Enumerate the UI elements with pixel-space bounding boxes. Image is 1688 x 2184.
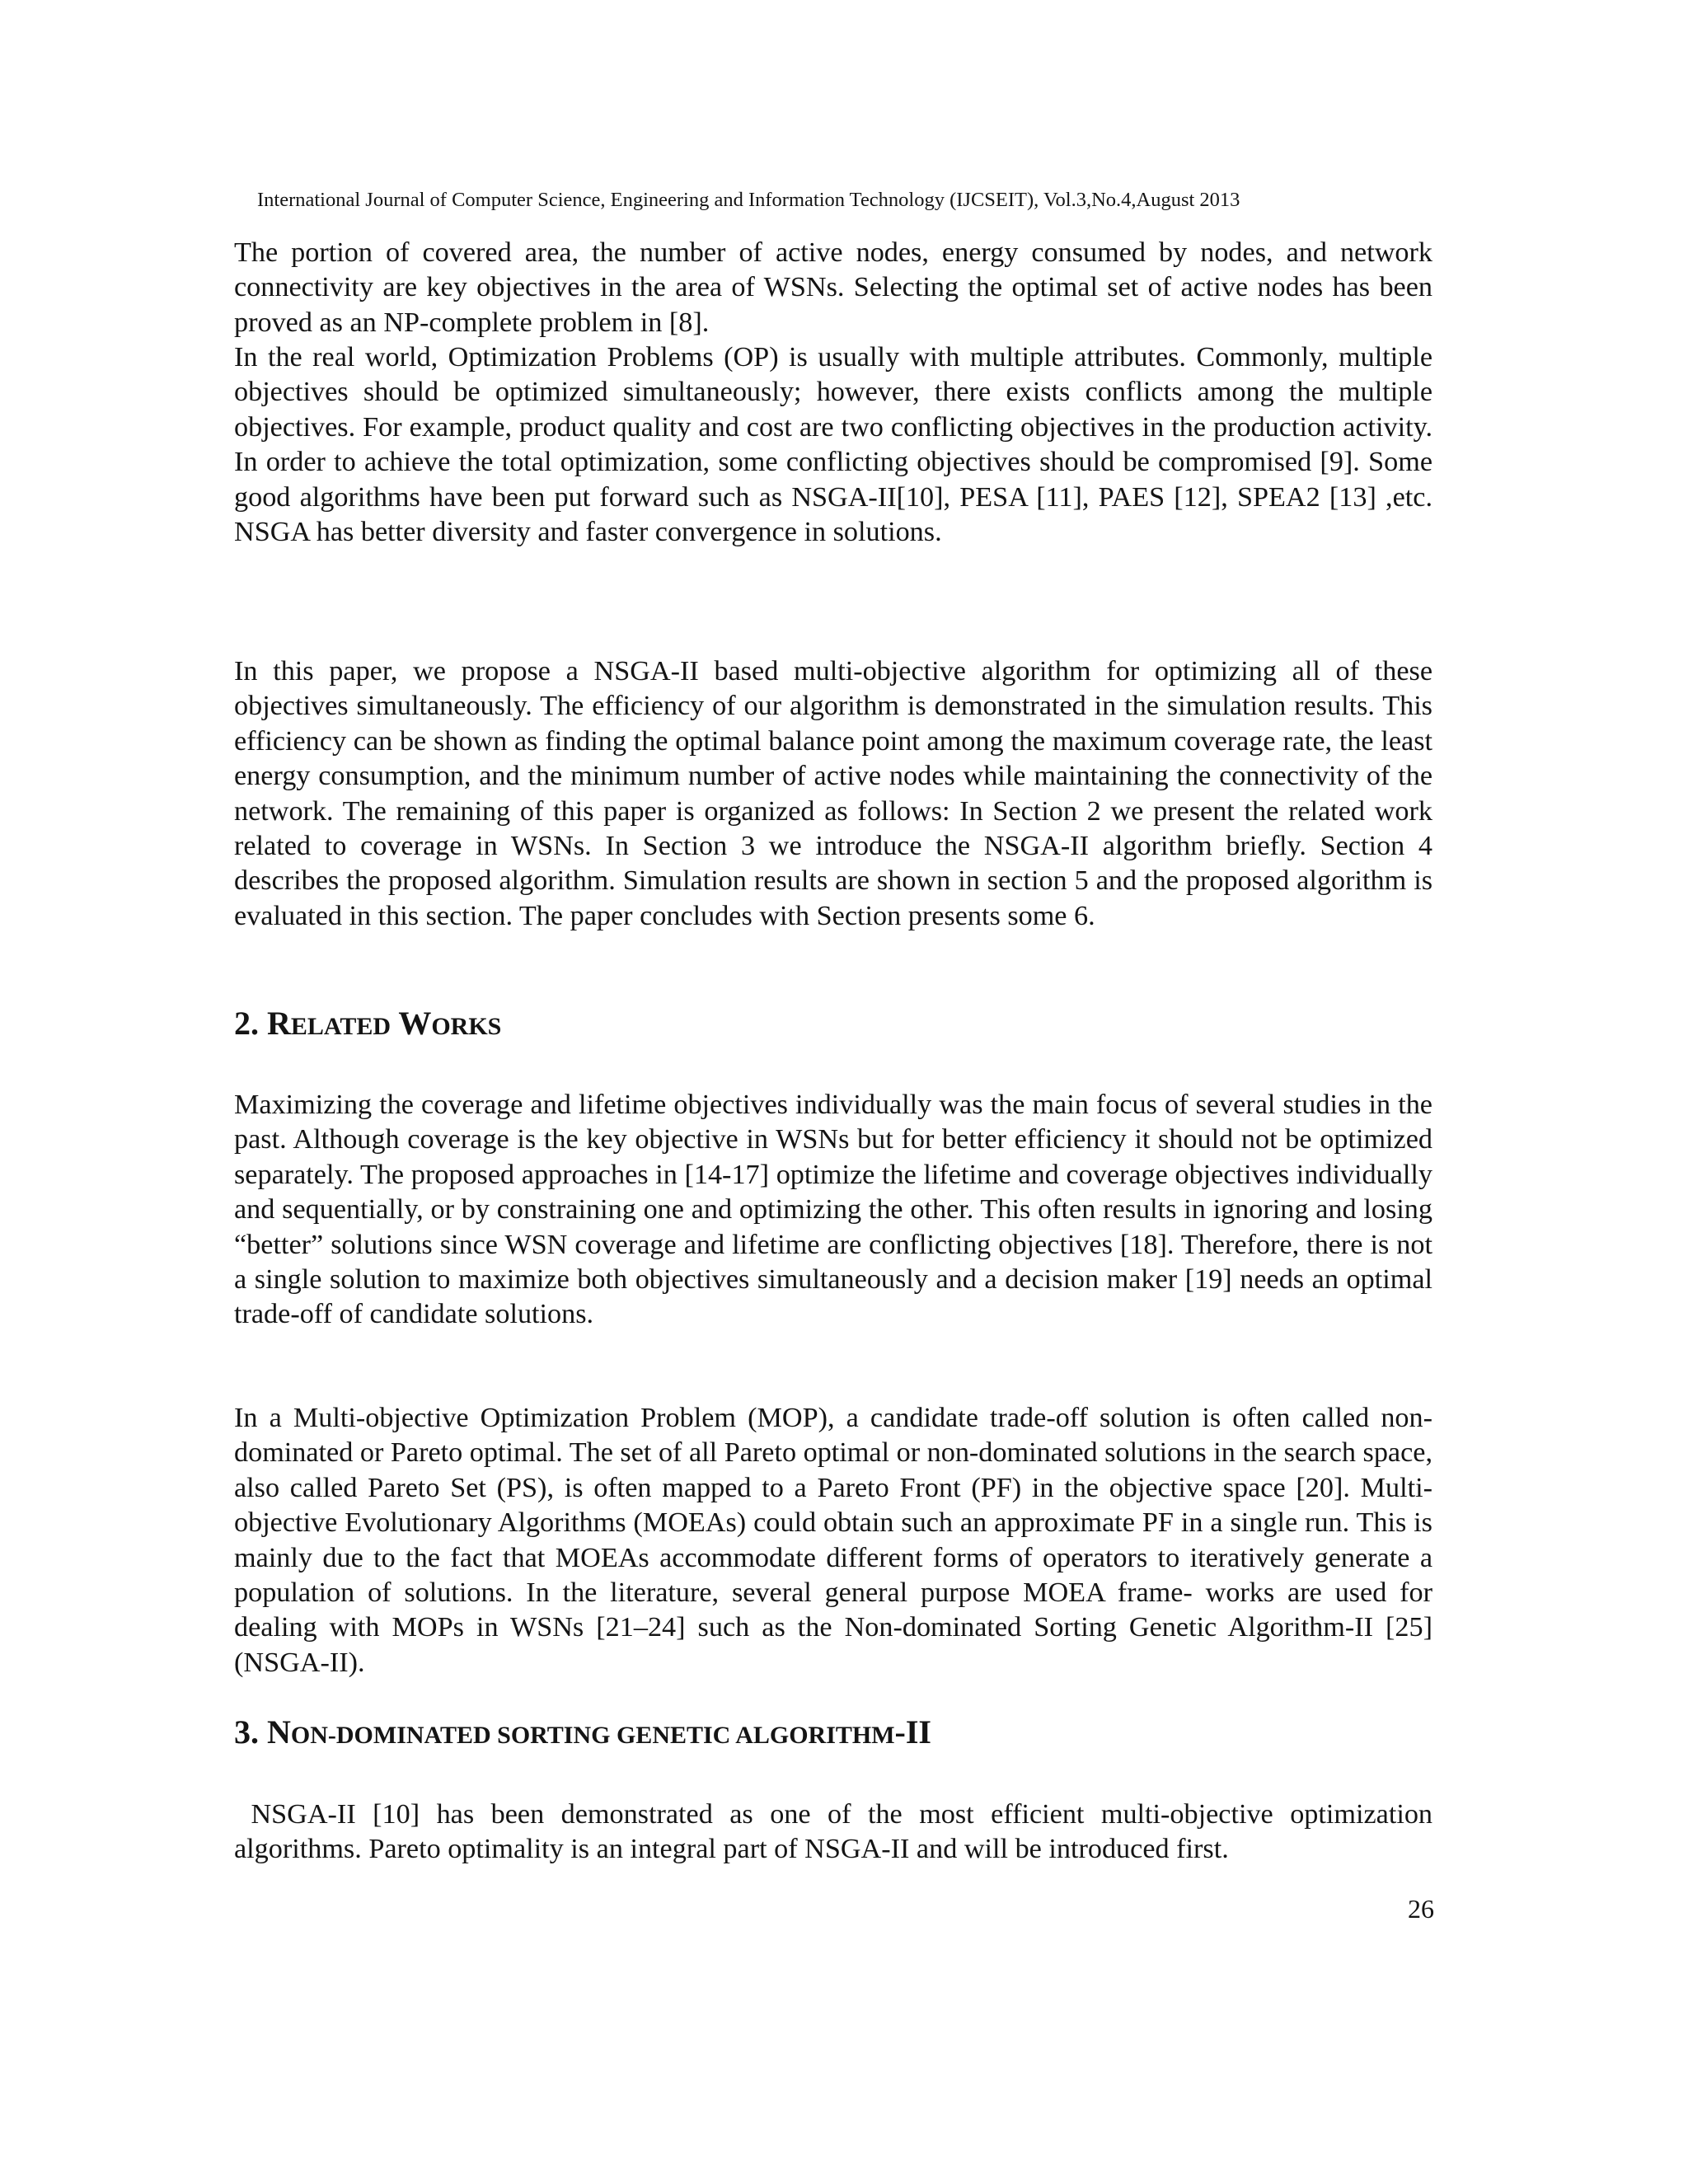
section-number: 2. [234, 1005, 267, 1042]
section-title-smallcaps: ELATED [290, 1013, 392, 1040]
paragraph-text: In this paper, we propose a NSGA-II based multi-objective algorithm for optimizing all of these objectives simultaneously. The efficiency of our algorithm is demonstrated in the simulation results. This efficiency can be shown as finding the optimal balance point among the maximum coverage rate, the least energy consumption, and the minimum number of active nodes while maintaining the connectivity of the network. The remaining of this paper is organized as follows: In Section 2 we present the related work related to coverage in WSNs. In Section 3 we introduce the NSGA-II algorithm briefly. Section 4 describes the proposed algorithm. Simulation results are shown in section 5 and the proposed algorithm is evaluated in this section. The paper concludes with Section presents some 6. [234, 656, 1432, 931]
section-title-smallcaps: ON-DOMINATED SORTING GENETIC ALGORITHM [290, 1722, 895, 1749]
paragraph-text: The portion of covered area, the number of active nodes, energy consumed by nodes, and network connectivity are key objectives in the area of WSNs. Selecting the optimal set of active nodes has been proved as an NP-complete problem in [8]. [234, 237, 1432, 338]
paragraph-proposal-overview [234, 654, 1432, 934]
paragraph-text: Maximizing the coverage and lifetime objectives individually was the main focus of several studies in the past. Although coverage is the key objective in WSNs but for better efficiency it should not be optimized separately. The proposed approaches in [14-17] optimize the lifetime and coverage objectives individually and sequentially, or by constraining one and optimizing the other. This often results in ignoring and losing “better” solutions since WSN coverage and lifetime are conflicting objectives [18]. Therefore, there is not a single solution to maximize both objectives simultaneously and a decision maker [19] needs an optimal trade-off of candidate solutions. [234, 1090, 1432, 1330]
paragraph-text: In the real world, Optimization Problems (OP) is usually with multiple attributes. Commonly, multiple objectives should be optimized simultaneously; however, there exists conflicts among the multiple objectives. For example, product quality and cost are two conflicting objectives in the production activity. In order to achieve the total optimization, some conflicting objectives should be compromised [9]. Some good algorithms have been put forward such as NSGA-II[10], PESA [11], PAES [12], SPEA2 [13] ,etc. NSGA has better diversity and faster convergence in solutions. [234, 342, 1432, 548]
page-number: 26 [1408, 1894, 1434, 1924]
section-title-smallcaps: ORKS [431, 1013, 502, 1040]
paragraph-text: NSGA-II [10] has been demonstrated as one of the most efficient multi-objective optimization algorithms. Pareto optimality is an integral part of NSGA-II and will be introduced first. [234, 1799, 1440, 1865]
section-heading-nsga-ii [234, 1712, 1432, 1756]
section-title-suffix: -II [894, 1713, 931, 1750]
section-title-initial: R [267, 1005, 291, 1042]
section-heading-related-works [234, 1003, 1432, 1047]
paragraph-intro-objectives [234, 236, 1432, 340]
paragraph-nsga-ii-intro [234, 1797, 1440, 1868]
section-number: 3. [234, 1713, 267, 1750]
paragraph-optimization-problems [234, 340, 1432, 550]
paragraph-mop-definition [234, 1401, 1432, 1680]
section-title-initial: N [267, 1713, 291, 1750]
running-header: International Journal of Computer Science, Engineering and Information Technology (IJCSEIT), Vol.3,No.4,August 2013 [257, 189, 1240, 211]
paragraph-related-works [234, 1088, 1432, 1333]
section-title-initial: W [398, 1005, 432, 1042]
paragraph-text: In a Multi-objective Optimization Problem (MOP), a candidate trade-off solution is often called non-dominated or Pareto optimal. The set of all Pareto optimal or non-dominated solutions in the search space, also called Pareto Set (PS), is often mapped to a Pareto Front (PF) in the objective space [20]. Multi-objective Evolutionary Algorithms (MOEAs) could obtain such an approximate PF in a single run. This is mainly due to the fact that MOEAs accommodate different forms of operators to iteratively generate a population of solutions. In the literature, several general purpose MOEA frame- works are used for dealing with MOPs in WSNs [21–24] such as the Non-dominated Sorting Genetic Algorithm-II [25] (NSGA-II). [234, 1403, 1432, 1678]
